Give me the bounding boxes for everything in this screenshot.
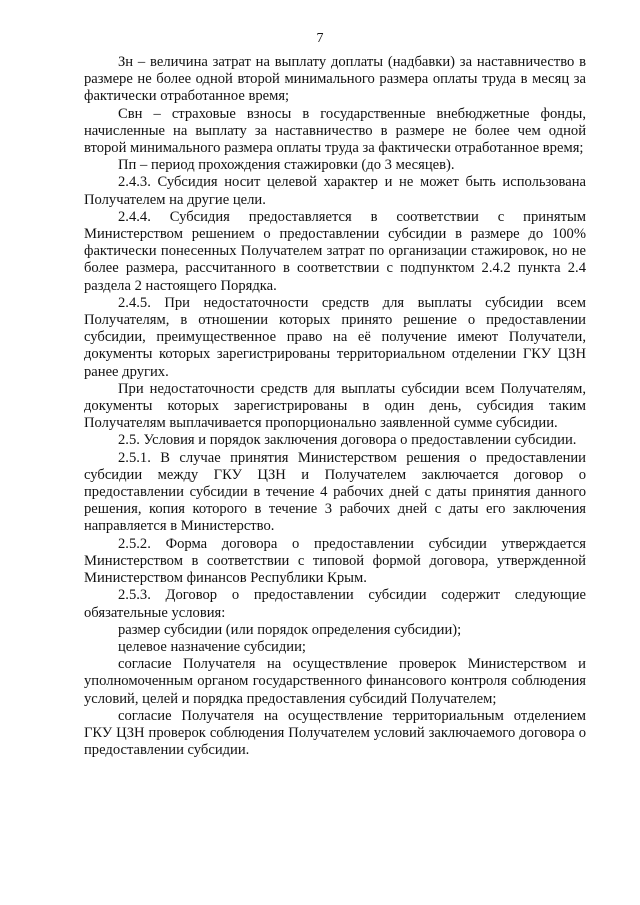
- paragraph-insufficiency: При недостаточности средств для выплаты субсидии всем Получателям, документы которых зарегистрированы в один день, субсидия таким Получателям выплачивается пропорционально заявленной сумме субсидии.: [84, 380, 586, 432]
- paragraph-zn: Зн – величина затрат на выплату доплаты (надбавки) за наставничество в размере не более одной второй минимального размера оплаты труда в месяц за фактически отработанное время;: [84, 54, 586, 105]
- list-item-consent-gku: согласие Получателя на осуществление территориальным отделением ГКУ ЦЗН проверок соблюдения Получателем условий заключаемого договора о предоставлении субсидии.: [84, 707, 586, 759]
- page-number: 7: [316, 31, 324, 46]
- paragraph-2-4-3: 2.4.3. Субсидия носит целевой характер и не может быть использована Получателем на другие цели.: [84, 174, 586, 208]
- paragraph-2-5-2: 2.5.2. Форма договора о предоставлении субсидии утверждается Министерством в соответствии с типовой формой договора, утвержденной Министерством финансов Республики Крым.: [84, 535, 586, 587]
- list-item-consent-ministry: согласие Получателя на осуществление проверок Министерством и уполномоченным органом государственного финансового контроля соблюдения условий, целей и порядка предоставления субсидий Получателем;: [84, 656, 586, 707]
- paragraph-2-4-5: 2.4.5. При недостаточности средств для выплаты субсидии всем Получателям, в отношении которых принято решение о предоставлении субсидии, преимущественное право на её получение имеют Получатели, документы которых зарегистрированы территориальном отделении ГКУ ЦЗН ранее других.: [84, 294, 586, 380]
- paragraph-2-5-3: 2.5.3. Договор о предоставлении субсидии содержит следующие обязательные условия:: [84, 587, 586, 621]
- list-item-purpose: целевое назначение субсидии;: [118, 638, 306, 655]
- paragraph-2-5: 2.5. Условия и порядок заключения договора о предоставлении субсидии.: [118, 432, 577, 449]
- list-item-subsidy-size: размер субсидии (или порядок определения субсидии);: [118, 621, 462, 638]
- document-body: [84, 54, 586, 759]
- paragraph-2-5-1: 2.5.1. В случае принятия Министерством решения о предоставлении субсидии между ГКУ ЦЗН и Получателем заключается договор о предоставлении субсидии в течение 4 рабочих дней с даты принятия данного решения, копия которого в течение 3 рабочих дней с даты его заключения направляется в Министерство.: [84, 449, 586, 535]
- paragraph-2-4-4: 2.4.4. Субсидия предоставляется в соответствии с принятым Министерством решением о предоставлении субсидии в размере до 100% фактически понесенных Получателем затрат по организации стажировок, но не более размера, рассчитанного в соответствии с подпунктом 2.4.2 пункта 2.4 раздела 2 настоящего Порядка.: [84, 208, 586, 294]
- paragraph-pp: Пп – период прохождения стажировки (до 3 месяцев).: [118, 157, 455, 174]
- paragraph-svn: Свн – страховые взносы в государственные внебюджетные фонды, начисленные на выплату за наставничество в размере не более чем одной второй минимального размера оплаты труда за фактически отработанное время;: [84, 105, 586, 157]
